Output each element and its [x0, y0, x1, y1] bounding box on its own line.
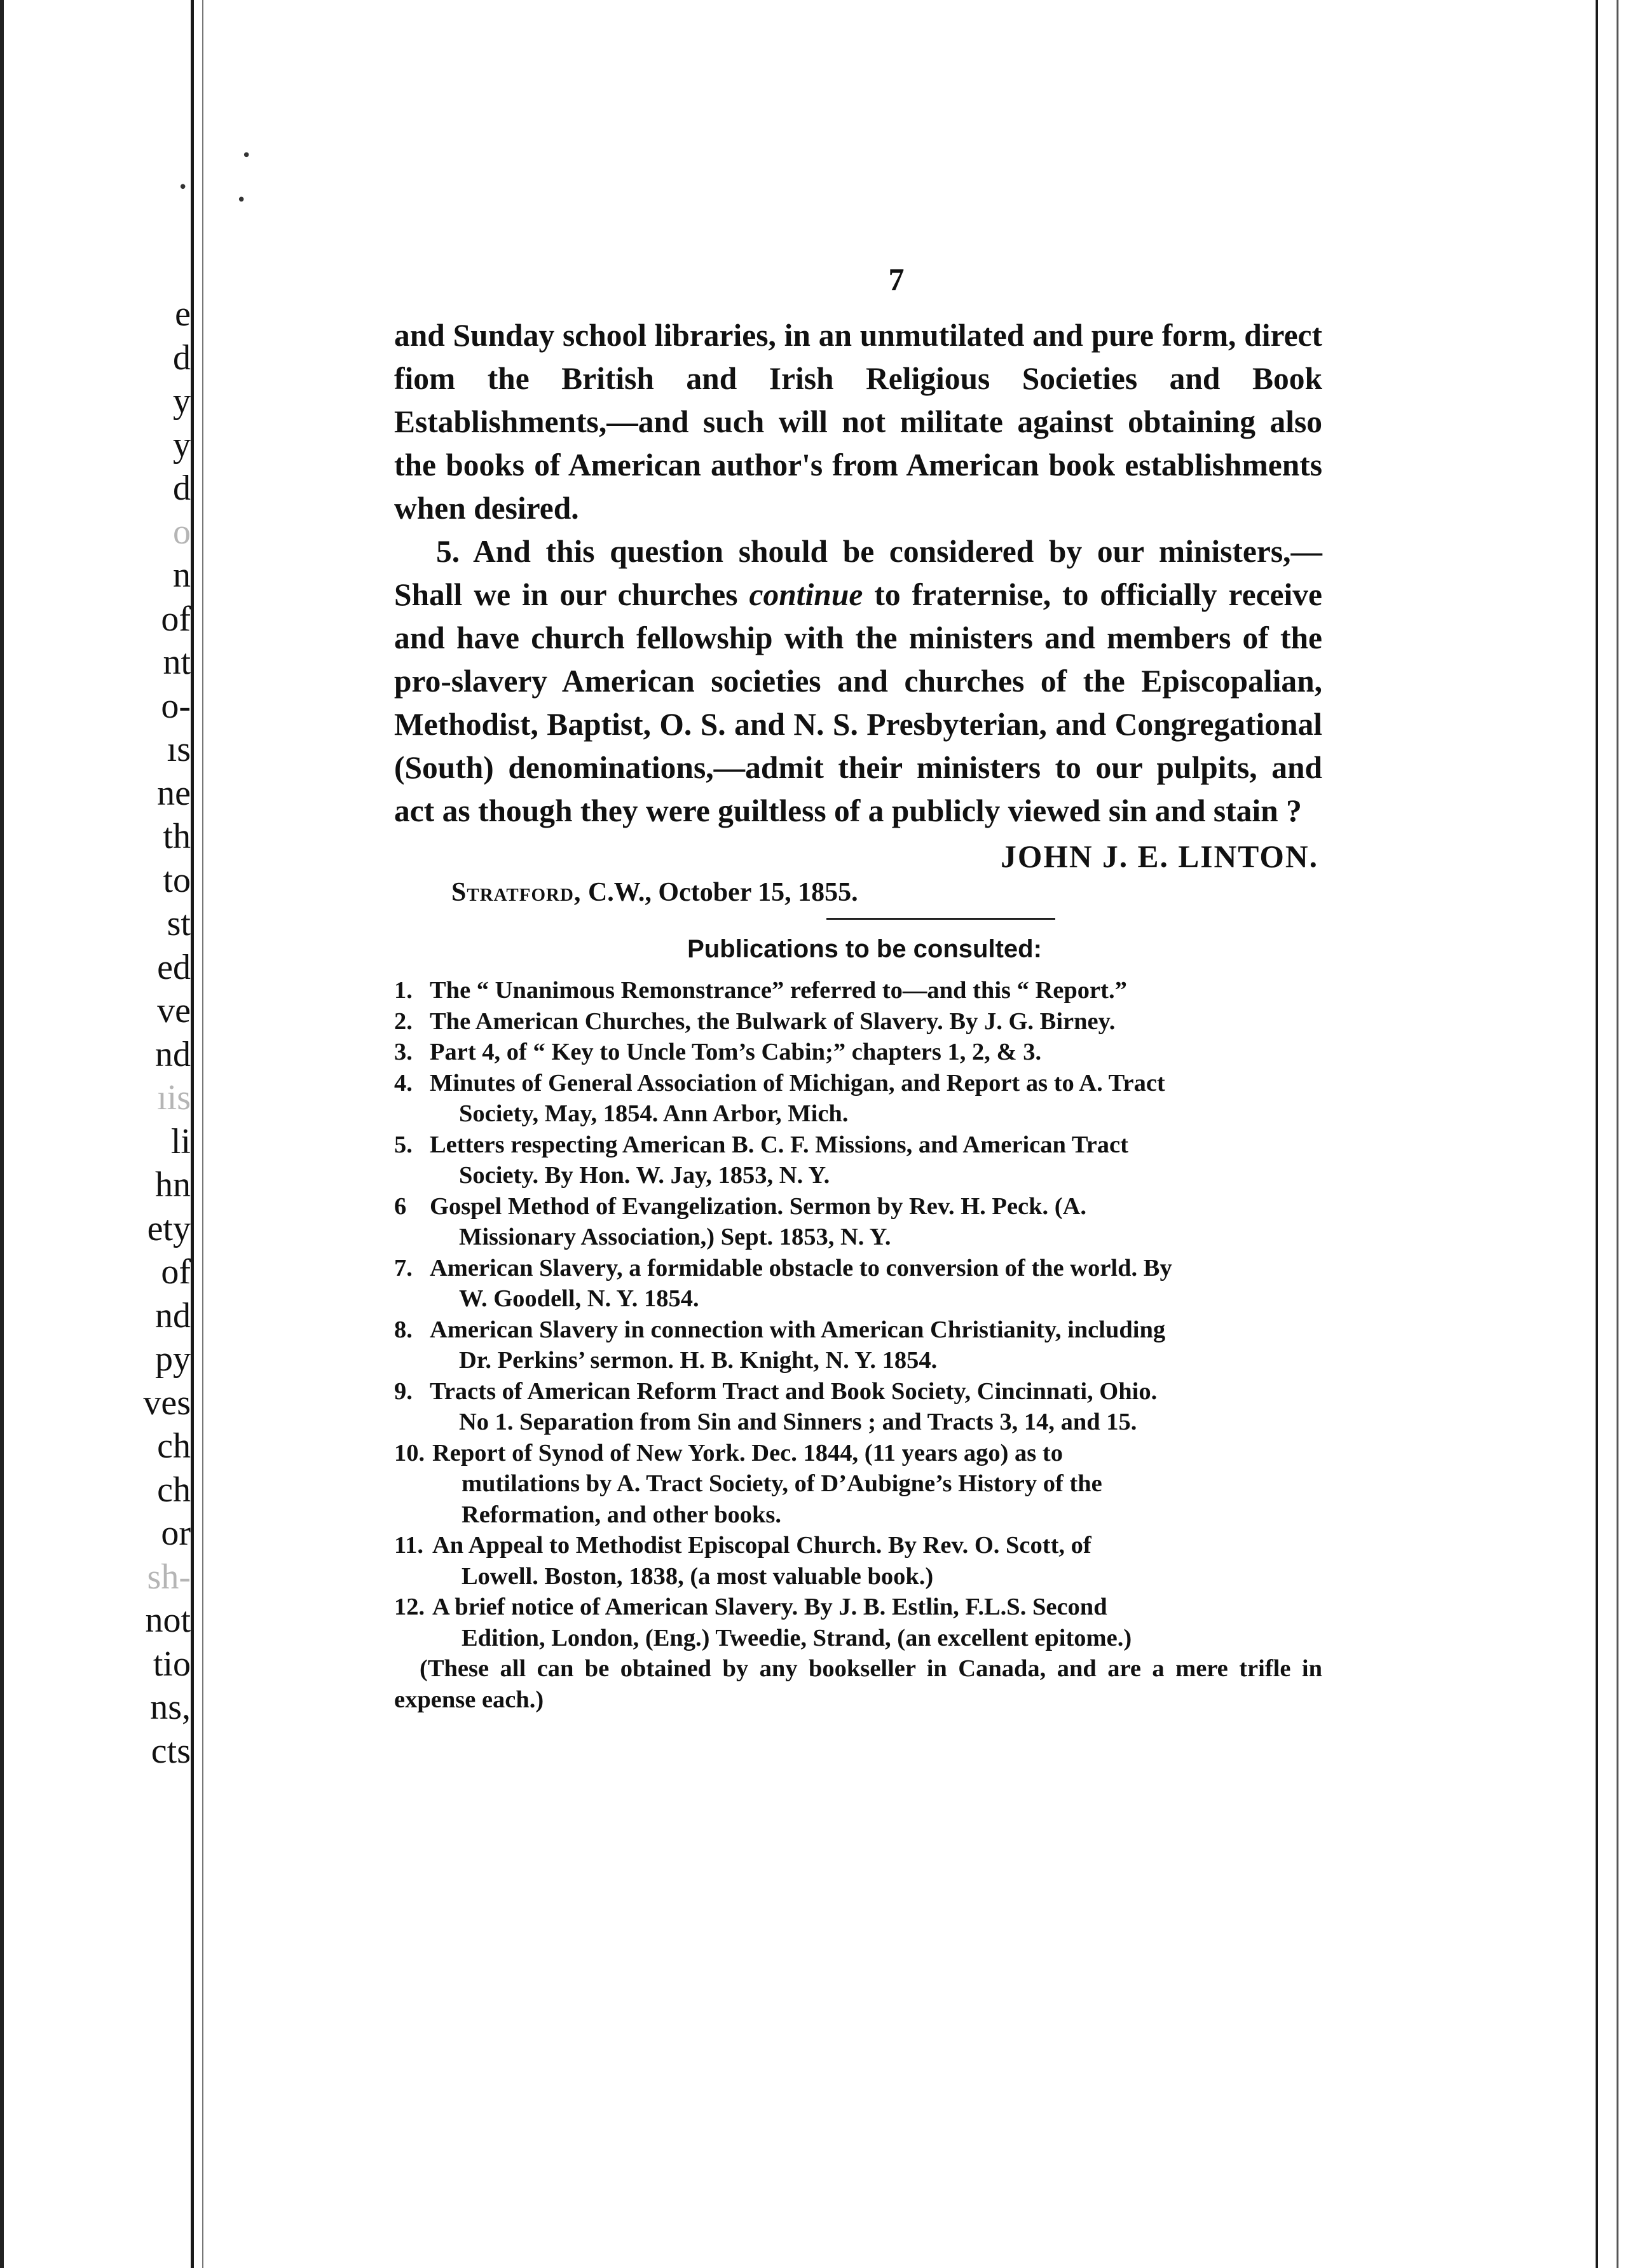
publication-number: 4.: [394, 1069, 413, 1096]
publication-line: Society, May, 1854. Ann Arbor, Mich.: [459, 1100, 849, 1127]
left-page-fragment-text: tio: [153, 1644, 191, 1684]
publication-line: Dr. Perkins’ sermon. H. B. Knight, N. Y. 1854.: [459, 1347, 938, 1374]
left-page-fragment-text: ıs: [167, 730, 191, 769]
publication-number: 12.: [394, 1594, 425, 1620]
publication-number: 7.: [394, 1254, 413, 1281]
left-page-fragment-text: nd: [155, 1295, 191, 1336]
left-page-fragment-text: ch: [157, 1426, 191, 1466]
publications-list: [394, 975, 1322, 1653]
left-page-fragment-text: hn: [155, 1165, 191, 1205]
publication-item: [394, 1037, 1322, 1068]
right-edge-line-outer: [1617, 0, 1618, 2268]
left-page-fragment-text: y: [173, 425, 191, 465]
publication-line: Tracts of American Reform Tract and Book Society, Cincinnati, Ohio.: [430, 1377, 1158, 1405]
publication-number: 5.: [394, 1131, 413, 1158]
publication-text: [428, 1592, 1322, 1653]
left-page-fragment-text: n: [173, 556, 191, 595]
publication-text: [426, 1315, 1322, 1376]
publication-text: [428, 1438, 1322, 1531]
left-page-fragment-text: ne: [157, 773, 191, 813]
publication-line: Lowell. Boston, 1838, (a most valuable book.): [462, 1562, 934, 1590]
publication-line: Report of Synod of New York. Dec. 1844, (11 years ago) as to: [432, 1439, 1063, 1466]
publication-item: [394, 1438, 1322, 1531]
publication-line: Letters respecting American B. C. F. Missions, and American Tract: [430, 1131, 1128, 1158]
publication-line: W. Goodell, N. Y. 1854.: [459, 1285, 699, 1312]
publication-line: Minutes of General Association of Michigan, and Report as to A. Tract: [430, 1069, 1165, 1096]
left-page-fragment-text: nd: [155, 1034, 191, 1074]
publication-line: Society. By Hon. W. Jay, 1853, N. Y.: [459, 1162, 830, 1189]
publication-item: [394, 1592, 1322, 1653]
publication-line: Gospel Method of Evangelization. Sermon by Rev. H. Peck. (A.: [430, 1192, 1087, 1220]
left-page-fragment-text: ns,: [150, 1688, 191, 1727]
left-edge-shadow: [0, 0, 4, 2268]
gutter-line-inner: [202, 0, 203, 2268]
speck-mark: •: [178, 178, 188, 197]
left-page-fragment-text: ıis: [157, 1078, 191, 1117]
left-page-fragment-text: or: [161, 1513, 191, 1553]
right-edge-line: [1596, 0, 1598, 2268]
publication-line: American Slavery in connection with American Christianity, including: [430, 1316, 1166, 1343]
publication-item: [394, 1253, 1322, 1315]
publication-number: 9.: [394, 1377, 413, 1405]
publication-line: Edition, London, (Eng.) Tweedie, Strand, (an excellent epitome.): [462, 1624, 1132, 1651]
left-page-fragment-text: th: [163, 817, 191, 856]
section-divider: [826, 918, 1055, 920]
publication-line: No 1. Separation from Sin and Sinners ; and Tracts 3, 14, and 15.: [459, 1409, 1137, 1435]
place-date-line: [451, 873, 1322, 912]
publication-text: [426, 1068, 1322, 1130]
emphasis-word: continue: [749, 577, 863, 612]
left-page-fragment-text: of: [161, 599, 191, 639]
publication-item: [394, 1130, 1322, 1191]
page-content: [394, 261, 1322, 1715]
publication-line: The American Churches, the Bulwark of Slavery. By J. G. Birney.: [430, 1008, 1116, 1035]
publication-number: 6: [394, 1192, 407, 1220]
left-page-fragment-text: to: [163, 860, 191, 900]
left-page-fragment-text: d: [173, 338, 191, 378]
date-text: C.W., October 15, 1855.: [581, 878, 858, 907]
left-page-fragment-text: ch: [157, 1470, 191, 1510]
left-page-fragment-text: ve: [157, 991, 191, 1030]
left-page-fragment-text: li: [170, 1121, 191, 1161]
publication-number: 2.: [394, 1008, 413, 1035]
paragraph-text: to fraternise, to officially receive and have church fellowship with the ministers and members of the pro-slavery American societies and churches of the Episcopalian, Methodist, Baptist, O. S. and N. S. Presbyterian, and Congregational (South) denominations,—admit their ministers to our pulpits, and act as though they were guiltless of a publicly viewed sin and stain ?: [394, 577, 1322, 828]
publication-line: An Appeal to Methodist Episcopal Church. By Rev. O. Scott, of: [432, 1532, 1091, 1559]
publication-line: A brief notice of American Slavery. By J. B. Estlin, F.L.S. Second: [432, 1594, 1107, 1620]
publication-number: 3.: [394, 1039, 413, 1065]
author-signature: JOHN J. E. LINTON.: [1001, 839, 1318, 874]
left-page-fragment: [0, 0, 191, 2268]
left-page-fragment-text: o: [173, 512, 191, 552]
publication-text: [426, 1253, 1322, 1315]
left-page-fragment-text: not: [145, 1601, 191, 1640]
left-page-letter-column: [133, 292, 191, 1773]
publication-text: [426, 975, 1322, 1006]
left-page-fragment-text: ves: [143, 1383, 191, 1423]
publication-item: [394, 975, 1322, 1006]
publication-line: The “ Unanimous Remonstrance” referred to—and this “ Report.”: [430, 977, 1127, 1004]
left-page-fragment-text: py: [155, 1339, 191, 1379]
publication-number: 11.: [394, 1532, 424, 1559]
left-page-fragment-text: sh-: [147, 1557, 191, 1597]
publication-number: 10.: [394, 1439, 425, 1466]
publication-text: [426, 1191, 1322, 1253]
left-page-fragment-text: of: [161, 1252, 191, 1292]
left-page-fragment-text: cts: [151, 1731, 191, 1771]
place-name: Stratford,: [451, 878, 582, 907]
paragraph-question-5: [394, 530, 1322, 833]
paragraph-continuation: and Sunday school libraries, in an unmutilated and pure form, direct fiom the British and Irish Religious Societies and Book Establishments,—and such will not militate against obtaining also the books of American author's from American book establishments when desired.: [394, 318, 1322, 526]
publication-text: [426, 1037, 1322, 1068]
left-page-fragment-text: ed: [157, 947, 191, 987]
publication-line: mutilations by A. Tract Society, of D’Aubigne’s History of the: [462, 1470, 1102, 1497]
speck-mark: •: [236, 191, 247, 210]
publication-line: American Slavery, a formidable obstacle to conversion of the world. By: [430, 1254, 1172, 1281]
left-page-fragment-text: o-: [161, 686, 191, 726]
page-number: 7: [888, 261, 905, 297]
publication-item: [394, 1376, 1322, 1438]
publication-text: [426, 1006, 1322, 1037]
left-page-fragment-text: st: [167, 904, 191, 943]
left-page-fragment-text: y: [173, 381, 191, 421]
publication-item: [394, 1530, 1322, 1592]
left-page-fragment-text: d: [173, 468, 191, 508]
publication-number: 1.: [394, 977, 413, 1004]
publication-item: [394, 1068, 1322, 1130]
publication-line: Missionary Association,) Sept. 1853, N. Y.: [459, 1224, 891, 1250]
publication-item: [394, 1191, 1322, 1253]
publication-item: [394, 1315, 1322, 1376]
paragraph-text: 5. And this question should be considered by our ministers,—Shall we in our churches: [394, 534, 1322, 612]
publication-item: [394, 1006, 1322, 1037]
left-page-fragment-text: e: [175, 294, 191, 334]
publications-note: (These all can be obtained by any bookseller in Canada, and are a mere trifle in expense each.): [394, 1655, 1322, 1713]
publications-heading: Publications to be consulted:: [687, 935, 1042, 963]
publication-line: Part 4, of “ Key to Uncle Tom’s Cabin;” chapters 1, 2, & 3.: [430, 1039, 1042, 1065]
publication-line: Reformation, and other books.: [462, 1501, 782, 1528]
left-page-fragment-text: nt: [163, 643, 191, 682]
left-page-fragment-text: ety: [147, 1208, 191, 1248]
gutter-line: [191, 0, 194, 2268]
speck-mark: •: [242, 146, 252, 165]
publication-text: [426, 1376, 1322, 1438]
publication-text: [428, 1530, 1322, 1592]
body-text: [394, 314, 1322, 833]
publication-text: [426, 1130, 1322, 1191]
publication-number: 8.: [394, 1316, 413, 1343]
